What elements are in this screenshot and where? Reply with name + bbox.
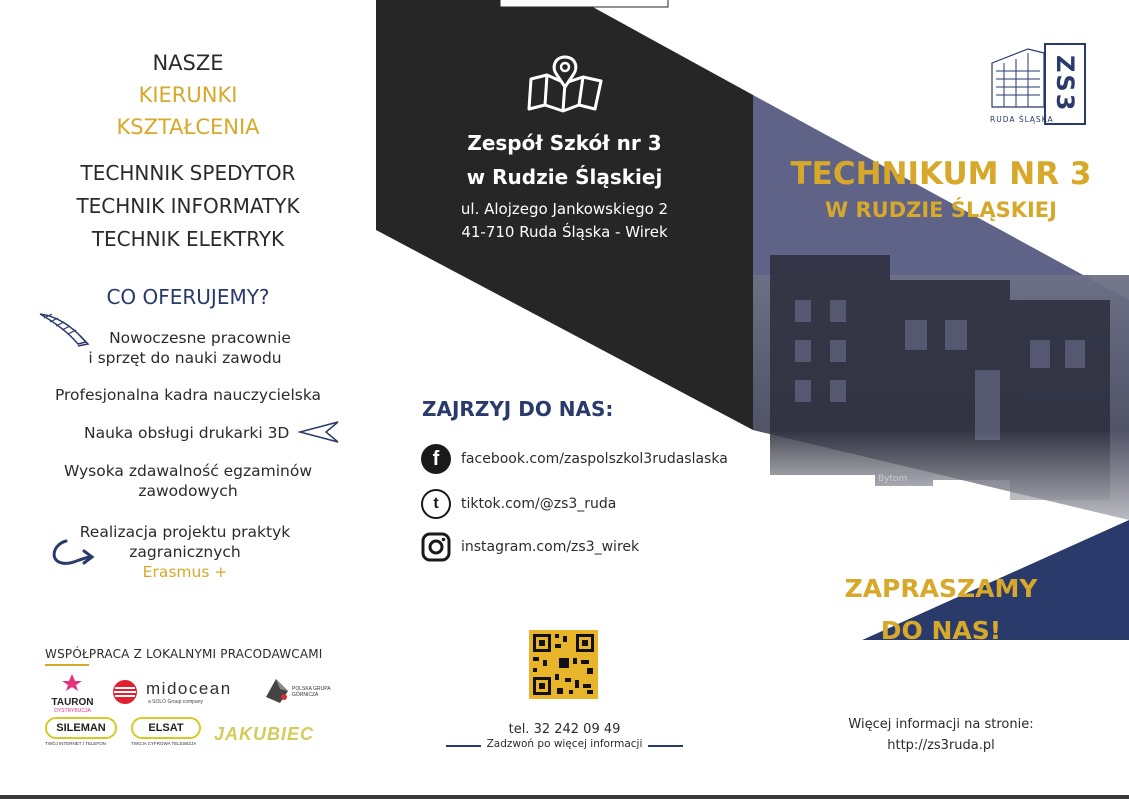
offer-item-staff: Profesjonalna kadra nauczycielska (54, 386, 322, 404)
arrow-feather-icon (38, 310, 90, 350)
offer-item-exams (0, 461, 376, 501)
heading-line-1: NASZE (152, 51, 224, 75)
offer-text: i sprzęt do nauki zawodu (88, 349, 282, 367)
facebook-link[interactable] (421, 444, 728, 474)
tiktok-icon: t (421, 489, 451, 519)
visit-title: ZAJRZYJ DO NAS: (422, 397, 614, 421)
offer-item-3d-printer: Nauka obsługi drukarki 3D (84, 424, 290, 442)
instagram-link[interactable] (421, 532, 639, 562)
pgg-logo (262, 677, 332, 709)
school-name-line-2: w Rudzie Śląskiej (466, 165, 663, 189)
tiktok-url: tiktok.com/@zs3_ruda (461, 496, 617, 512)
sileman-logo (45, 717, 125, 751)
elsat-sub: TWOJA CYFROWA TELEWIZJA (131, 741, 197, 746)
tiktok-link[interactable] (421, 489, 616, 519)
sileman-name: SILEMAN (45, 717, 117, 739)
offer-text: Wysoka zdawalność egzaminów (63, 462, 313, 480)
offer-text: zagranicznych (129, 543, 241, 561)
offer-item-erasmus (70, 522, 300, 582)
tauron-star-icon (45, 672, 100, 692)
phone-number: tel. 32 242 09 49 (508, 722, 621, 737)
divider-right (648, 745, 683, 747)
elsat-logo (131, 717, 211, 751)
website-link[interactable]: http://zs3ruda.pl (887, 738, 995, 753)
address-line-1: ul. Alojzego Jankowskiego 2 (460, 200, 669, 218)
midocean-logo (112, 679, 252, 709)
address-line-2: 41-710 Ruda Śląska - Wirek (461, 223, 668, 241)
offer-title: CO OFERUJEMY? (106, 285, 270, 309)
tauron-sub: DYSTRYBUCJA (54, 708, 91, 714)
pgg-mark-icon (262, 677, 290, 705)
more-info-label: Więcej informacji na stronie: (848, 717, 1034, 732)
midocean-sub: a SOLO Group company (148, 699, 204, 705)
offer-text: Realizacja projektu praktyk (79, 523, 291, 541)
tauron-logo (45, 672, 100, 714)
cooperation-underline (45, 664, 89, 666)
erasmus-label: Erasmus + (142, 563, 228, 581)
instagram-url: instagram.com/zs3_wirek (461, 539, 640, 555)
invite-line-2: DO NAS! (880, 616, 1002, 645)
offer-item-workshops (100, 328, 300, 348)
cooperation-title: WSPÓŁPRACA Z LOKALNYMI PRACODAWCAMI (45, 647, 323, 661)
zs3-logo-text: ZS3 (1044, 43, 1086, 125)
facebook-icon: f (421, 444, 451, 474)
paper-plane-icon (298, 418, 340, 446)
invite-line-1: ZAPRASZAMY (844, 574, 1038, 603)
instagram-icon (421, 532, 451, 562)
school-logo (990, 43, 1086, 127)
school-name-line-1: Zespół Szkół nr 3 (467, 131, 662, 155)
school-building-icon (990, 43, 1050, 113)
programs-heading (0, 47, 376, 143)
jakubiec-logo: JAKUBIEC (214, 724, 315, 744)
technikum-subtitle: W RUDZIE ŚLĄSKIEJ (825, 198, 1057, 222)
logo-caption: RUDA ŚLĄSKA (990, 115, 1054, 124)
offer-text: zawodowych (138, 482, 238, 500)
curly-arrow-icon (48, 535, 98, 569)
technikum-title: TECHNIKUM NR 3 (790, 156, 1092, 192)
qr-code[interactable] (529, 630, 598, 699)
offer-item-workshops-2 (85, 348, 285, 368)
offer-text: Nowoczesne pracownie (109, 329, 291, 347)
sileman-sub: TWÓJ INTERNET I TELEFON (45, 741, 106, 746)
street-sign: Bytom (878, 474, 908, 484)
program-item: TECHNIK INFORMATYK (76, 194, 300, 218)
program-item: TECHNIK ELEKTRYK (91, 227, 285, 251)
heading-line-2: KIERUNKI (138, 83, 238, 107)
heading-line-3: KSZTAŁCENIA (116, 115, 260, 139)
program-item: TECHNNIK SPEDYTOR (80, 161, 296, 185)
program-list (0, 157, 376, 256)
call-note: Zadzwoń po więcej informacji (486, 738, 643, 750)
elsat-name: ELSAT (131, 717, 201, 739)
midocean-name: midocean (146, 679, 232, 698)
midocean-circle-icon (112, 679, 138, 705)
map-pin-icon (525, 55, 607, 113)
pgg-name: POLSKA GRUPA GÓRNICZA (292, 686, 331, 698)
tauron-name: TAURON (51, 697, 94, 708)
facebook-url: facebook.com/zaspolszkol3rudaslaska (461, 451, 728, 467)
